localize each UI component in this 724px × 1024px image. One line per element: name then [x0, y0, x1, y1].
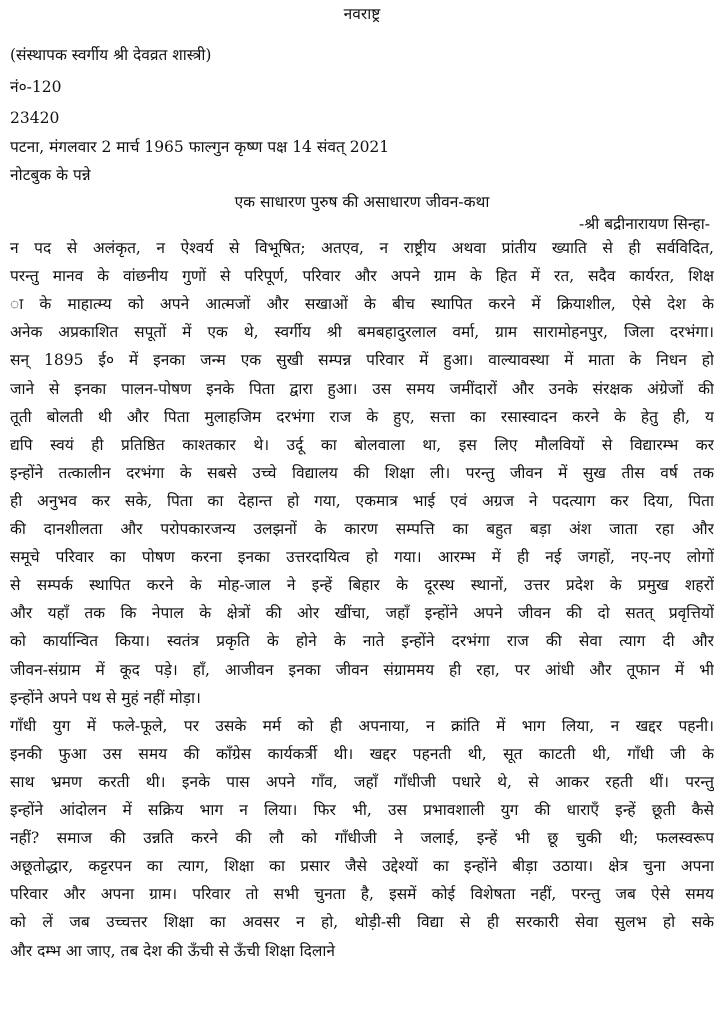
body-line: तूती बोलती थी और पिता मुलाहजिम दरभंगा राज के हुए, सत्ता का रसास्वादन करने के हेतु ही, य: [10, 407, 714, 426]
body-line: नहीं? समाज की उन्नति करने की लौ को गाँधीजी ने जलाई, इन्हें भी छू चुकी थी; फलस्वरूप: [10, 829, 714, 848]
body-line: गाँधी युग में फले-फूले, पर उसके मर्म को ही अपनाया, न क्रांति में भाग लिया, न खद्दर पहनी।: [10, 716, 714, 735]
article-author: -श्री बद्रीनारायण सिन्हा-: [579, 215, 710, 233]
column-title: नोटबुक के पन्ने: [10, 166, 91, 184]
article-title: एक साधारण पुरुष की असाधारण जीवन-कथा: [234, 193, 490, 211]
body-line: और दम्भ आ जाए, तब देश की ऊँची से ऊँची शिक्षा दिलाने: [10, 941, 335, 960]
body-line: साथ भ्रमण करती थी। इनके पास अपने गाँव, जहाँ गाँधीजी पधारे थे, से आकर रहती थीं। परन्तु: [10, 772, 714, 791]
body-line: द्यपि स्वयं ही प्रतिष्ठित काश्तकार थे। उर्दू का बोलवाला था, इस लिए मौलवियों से विद्यारम्भ कर: [10, 435, 714, 454]
body-line: अनेक अप्रकाशित सपूतों में एक थे, स्वर्गीय श्री बमबहादुरलाल वर्मा, ग्राम सारामोहनपुर, जिला दरभंगा।: [10, 323, 714, 342]
body-line: ा के माहात्म्य को अपने आत्मजों और सखाओं के बीच स्थापित करने में क्रियाशील, ऐसे देश के: [10, 295, 714, 314]
body-line: समूचे परिवार का पोषण करना इनका उत्तरदायित्व हो गया। आरम्भ में ही नई जगहों, नए-नए लोगों: [10, 548, 714, 567]
body-line: इन्होंने तत्कालीन दरभंगा के सबसे उच्चे विद्यालय की शिक्षा ली। परन्तु जीवन में सुख तीस वर्ष तक: [10, 463, 714, 482]
founder-line: (संस्थापक स्वर्गीय श्री देवव्रत शास्त्री): [10, 46, 212, 64]
dateline: पटना, मंगलवार 2 मार्च 1965 फाल्गुन कृष्ण पक्ष 14 संवत् 2021: [10, 138, 390, 156]
body-line: को लें जब उच्चत्तर शिक्षा का अवसर न हो, थोड़ी-सी विद्या से ही सरकारी सेवा सुलभ हो सके: [10, 913, 714, 932]
body-line: न पद से अलंकृत, न ऐश्वर्य से विभूषित; अतएव, न राष्ट्रीय अथवा प्रांतीय ख्याति से ही सर्वविदित,: [10, 239, 714, 257]
body-line: जीवन-संग्राम में कूद पड़े। हाँ, आजीवन इनका जीवन संग्राममय ही रहा, पर आंधी और तूफान में भी: [10, 660, 714, 679]
body-line: इन्होंने आंदोलन में सक्रिय भाग न लिया। फिर भी, उस प्रभावशाली युग की धाराएँ इन्हें छूती कैसे: [10, 801, 714, 819]
body-line: इन्होंने अपने पथ से मुहं नहीं मोड़ा।: [10, 688, 201, 707]
body-line: और यहाँ तक कि नेपाल के क्षेत्रों की ओर खींचा, जहाँ इन्होंने अपने जीवन की दो सतत् प्रवृत्तियों: [10, 604, 714, 623]
body-line: को कार्यान्वित किया। स्वतंत्र प्रकृति के होने के नाते इन्होंने दरभंगा राज की सेवा त्याग दी और: [10, 632, 714, 651]
body-line: परन्तु मानव के वांछनीय गुणों से परिपूर्ण, परिवार और अपने ग्राम के हित में रत, सदैव कार्यरत, शिक्ष: [10, 267, 714, 286]
issue-number: नं०-120: [10, 78, 62, 96]
body-line: की दानशीलता और परोपकारजन्य उलझनों के कारण सम्पत्ति का बहुत बड़ा अंश जाता रहा और: [10, 520, 714, 538]
body-line: ही अनुभव कर सके, पिता का देहान्त हो गया, एकमात्र भाई एवं अग्रज ने पदत्याग कर दिया, पिता: [10, 491, 714, 510]
body-line: परिवार और अपना ग्राम। परिवार तो सभी चुनता है, इसमें कोई विशेषता नहीं, परन्तु जब ऐसे समय: [10, 885, 714, 904]
body-line: जाने से इनका पालन-पोषण इनके पिता द्वारा हुआ। उस समय जमींदारों और उनके संरक्षक अंग्रेजों की: [10, 379, 714, 398]
serial-number: 23420: [10, 109, 60, 127]
body-line: सन् 1895 ई० में इनका जन्म एक सुखी सम्पन्न परिवार में हुआ। वाल्यावस्था में माता के निधन हो: [10, 351, 714, 370]
newspaper-name: नवराष्ट्र: [343, 5, 381, 23]
body-line: इनकी फुआ उस समय की काँग्रेस कार्यकर्त्री थी। खद्दर पहनती थी, सूत काटती थी, गाँधी जी के: [10, 744, 714, 763]
body-line: अछूतोद्धार, कट्टरपन का त्याग, शिक्षा का प्रसार जैसे उद्देश्यों का इन्होंने बीड़ा उठाया। क्षेत्र चुना अपना: [10, 857, 714, 876]
body-line: से सम्पर्क स्थापित करने के मोह-जाल ने इन्हें बिहार के दूरस्थ स्थानों, उत्तर प्रदेश के प्रमुख शहरों: [10, 576, 714, 595]
